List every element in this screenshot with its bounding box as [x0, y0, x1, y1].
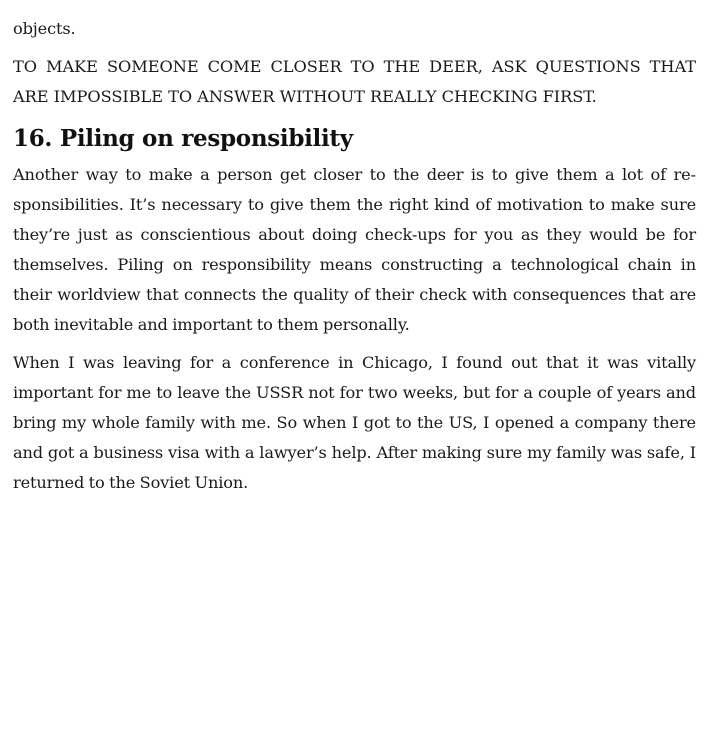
caps-paragraph: TO MAKE SOMEONE COME CLOSER TO THE DEER, ASK QUESTIONS THAT ARE IMPOSSIBLE TO ANSWER WITHOUT REALLY CHECKING FIRST. [13, 57, 696, 106]
section-heading: 16. Piling on responsibility [13, 125, 353, 152]
body-paragraph-2: When I was leaving for a conference in Chicago, I found out that it was vitally important for me to leave the USSR not for two weeks, but for a couple of years and bring my whole family with me. So when I got to the US, I opened a company there and got a business visa with a lawyer’s help. After making sure my family was safe, I returned to the Soviet Union. [13, 353, 696, 492]
paragraph-fragment: objects. [13, 19, 76, 38]
body-paragraph-1: Another way to make a person get closer to the deer is to give them a lot of responsibilities. It’s necessary to give them the right kind of motivation to make sure they’re just as conscientious about doing check-ups for you as they would be for themselves. Piling on responsibility means constructing a technological chain in their worldview that connects the quality of their check with consequences that are both inevitable and important to them personally. [13, 165, 696, 334]
document-page [13, 14, 696, 498]
